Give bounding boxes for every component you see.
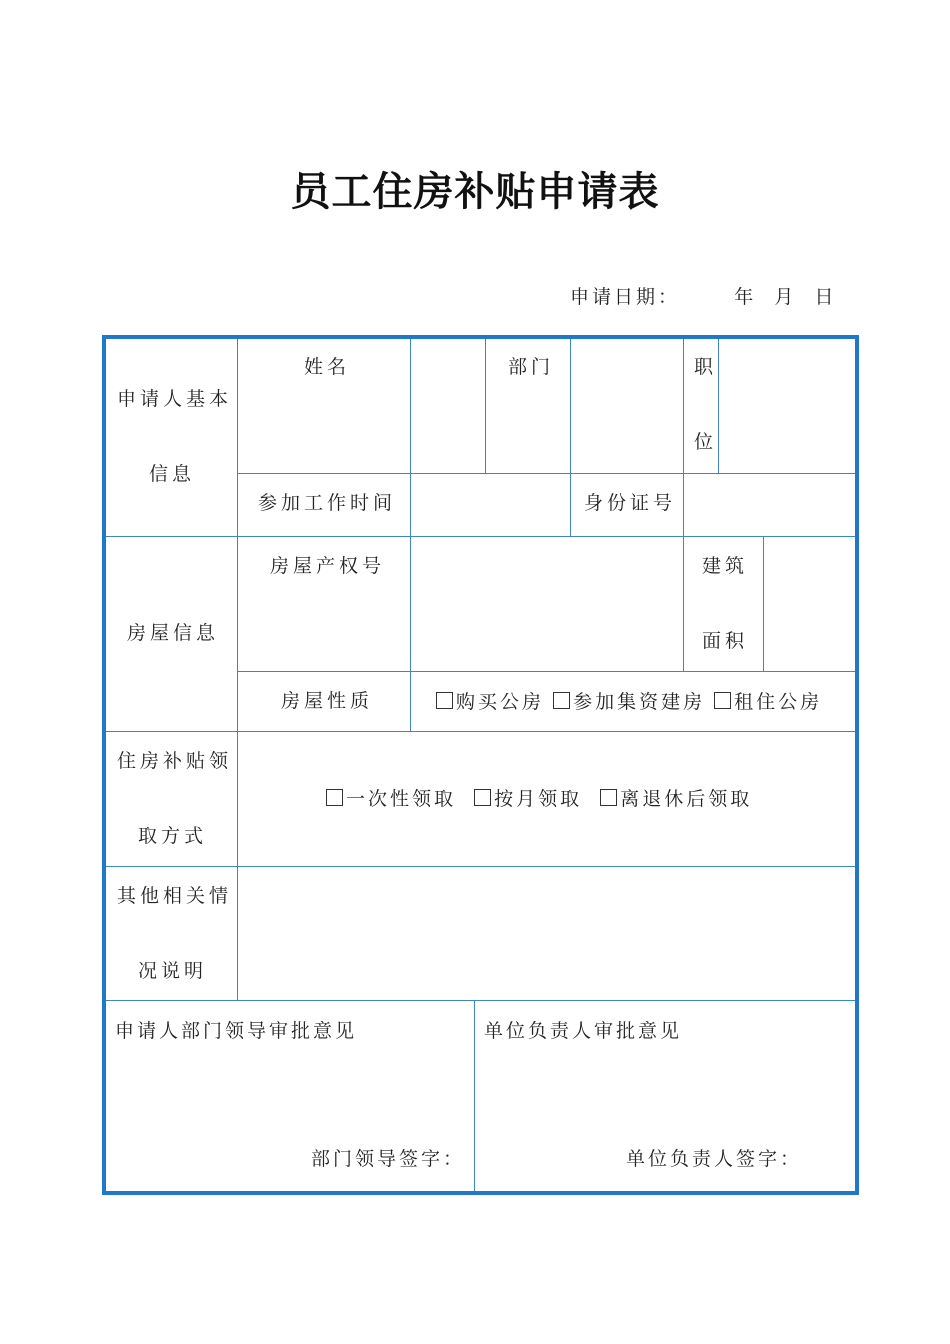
checkbox-join-fundraise[interactable]: 参加集资建房 [553,691,705,713]
unit-approval-title: 单位负责人审批意见 [484,1020,683,1042]
grid-line [718,339,719,473]
position-label-2: 位 [694,431,718,453]
grid-line [106,536,855,537]
apply-date [570,282,837,309]
applicant-section-label: 申请人基本 [117,388,233,410]
checkbox-icon [714,692,731,709]
area-label-2: 面积 [702,630,749,652]
grid-line [237,339,238,1000]
subsidy-options [326,789,752,809]
house-nature-label: 房屋性质 [281,690,374,712]
checkbox-rent-public[interactable]: 租住公房 [714,691,822,713]
apply-date-year: 年 [734,286,757,308]
applicant-section-label-2: 信息 [149,463,196,485]
other-section-label-2: 况说明 [138,960,208,982]
subsidy-section-label-2: 取方式 [138,825,208,847]
page-title: 员工住房补贴申请表 [290,169,660,215]
apply-date-day: 日 [814,286,837,308]
checkbox-after-retire[interactable]: 离退休后领取 [600,788,752,810]
position-label: 职 [694,356,718,378]
checkbox-icon [474,789,491,806]
grid-line [237,671,855,672]
grid-line [106,866,855,867]
checkbox-buy-public[interactable]: 购买公房 [436,691,544,713]
checkbox-monthly[interactable]: 按月领取 [474,788,582,810]
grid-line [237,473,855,474]
checkbox-icon [436,692,453,709]
subsidy-section-label: 住房补贴领 [117,750,233,772]
unit-signature-label: 单位负责人签字： [626,1148,803,1170]
work-start-label: 参加工作时间 [258,492,397,514]
department-label: 部门 [508,356,555,378]
grid-line [485,339,486,473]
house-section-label: 房屋信息 [127,622,220,644]
house-nature-options [436,692,822,712]
apply-date-label: 申请日期： [570,286,681,308]
grid-line [106,1000,855,1001]
area-label: 建筑 [702,555,749,577]
dept-approval-title: 申请人部门领导审批意见 [115,1020,358,1042]
checkbox-icon [600,789,617,806]
grid-line [106,731,855,732]
grid-line [570,339,571,536]
apply-date-month: 月 [774,286,797,308]
checkbox-one-time[interactable]: 一次性领取 [326,788,456,810]
id-number-label: 身份证号 [584,492,677,514]
grid-line [763,536,764,671]
name-label: 姓名 [304,356,351,378]
grid-line [474,1000,475,1191]
application-form [102,335,859,1195]
grid-line [683,339,684,671]
other-section-label: 其他相关情 [117,885,233,907]
dept-signature-label: 部门领导签字： [311,1148,466,1170]
property-no-label: 房屋产权号 [270,555,386,577]
checkbox-icon [553,692,570,709]
checkbox-icon [326,789,343,806]
grid-line [410,339,411,731]
